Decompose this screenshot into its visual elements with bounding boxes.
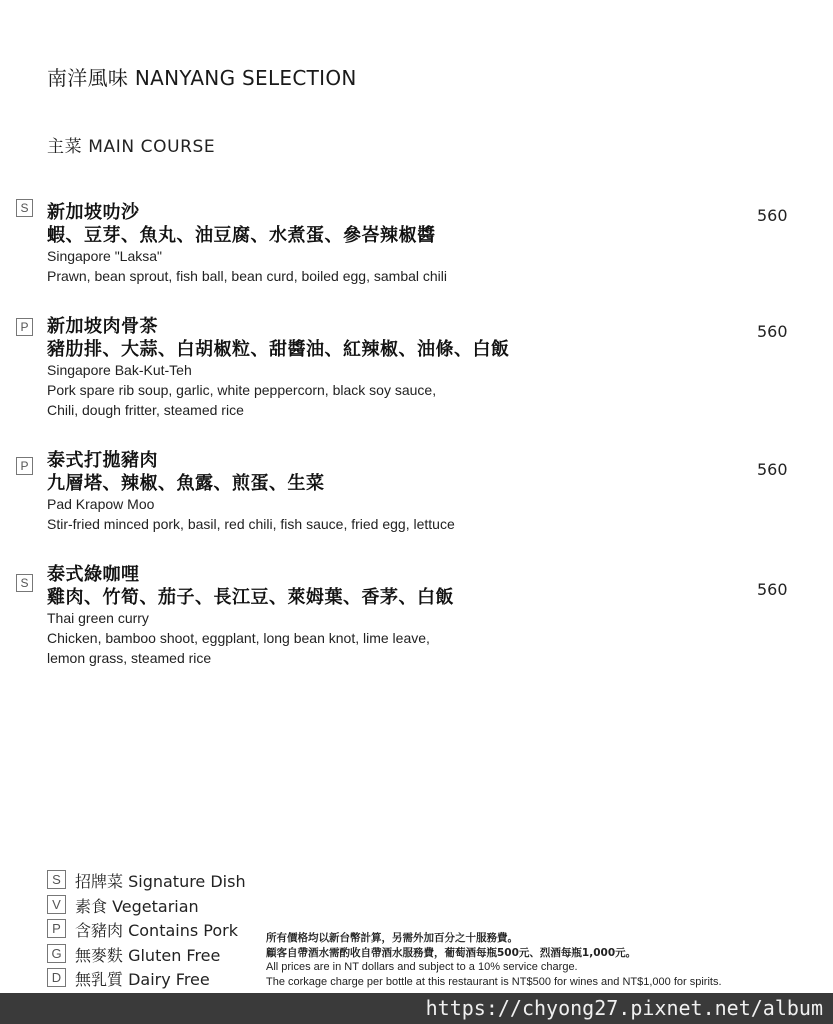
dish-ingredients-zh: 雞肉、竹筍、茄子、長江豆、萊姆葉、香茅、白飯 bbox=[47, 587, 454, 608]
legend-label: 無麥麩 Gluten Free bbox=[75, 945, 221, 965]
watermark-url: https://chyong27.pixnet.net/album bbox=[425, 996, 823, 1020]
dish-name-zh: 新加坡肉骨茶 bbox=[47, 316, 158, 337]
legend-label: 招牌菜 Signature Dish bbox=[75, 872, 246, 891]
corkage-note-en: The corkage charge per bottle at this restaurant is NT$500 for wines and NT$1,000 for spirits. bbox=[266, 975, 722, 988]
dish-name-zh: 新加坡叻沙 bbox=[47, 202, 140, 223]
service-charge-note-en: All prices are in NT dollars and subject to a 10% service charge. bbox=[266, 961, 578, 973]
legend-label: 素食 Vegetarian bbox=[75, 896, 199, 916]
dish-ingredients-zh: 蝦、豆芽、魚丸、油豆腐、水煮蛋、參峇辣椒醬 bbox=[47, 225, 436, 246]
signature-badge: S bbox=[16, 199, 33, 217]
course-title: 主菜 MAIN COURSE bbox=[47, 137, 216, 157]
section-title: 南洋風味 NANYANG SELECTION bbox=[47, 66, 357, 90]
dish-description-en: Chicken, bamboo shoot, eggplant, long bean knot, lime leave, bbox=[47, 630, 430, 646]
dish-name-en: Pad Krapow Moo bbox=[47, 496, 155, 512]
dish-description-en: Pork spare rib soup, garlic, white peppercorn, black soy sauce, bbox=[47, 382, 437, 398]
price-notes bbox=[266, 931, 722, 989]
dish-ingredients-zh: 九層塔、辣椒、魚露、煎蛋、生菜 bbox=[47, 473, 325, 494]
dish-description-en: Chili, dough fritter, steamed rice bbox=[47, 402, 244, 418]
legend-label: 含豬肉 Contains Pork bbox=[75, 921, 238, 940]
dish-name-en: Thai green curry bbox=[47, 610, 149, 626]
vegetarian-badge: V bbox=[47, 895, 66, 914]
service-charge-note-zh: 所有價格均以新台幣計算，另需外加百分之十服務費。 bbox=[266, 932, 518, 944]
dairy-free-badge: D bbox=[47, 968, 66, 987]
pork-badge: P bbox=[47, 919, 66, 938]
dish-name-zh: 泰式綠咖哩 bbox=[47, 564, 140, 585]
signature-badge: S bbox=[47, 870, 66, 889]
signature-badge: S bbox=[16, 574, 33, 592]
dish-description-en: Stir-fried minced pork, basil, red chili, fish sauce, fried egg, lettuce bbox=[47, 516, 455, 532]
dish-name-en: Singapore Bak-Kut-Teh bbox=[47, 362, 192, 378]
gluten-free-badge: G bbox=[47, 944, 66, 963]
dish-price: 560 bbox=[757, 580, 788, 599]
pork-badge: P bbox=[16, 318, 33, 336]
dish-price: 560 bbox=[757, 206, 788, 225]
dish-price: 560 bbox=[757, 322, 788, 341]
dish-description-en: Prawn, bean sprout, fish ball, bean curd, boiled egg, sambal chili bbox=[47, 268, 448, 284]
dish-description-en: lemon grass, steamed rice bbox=[47, 650, 212, 666]
dish-name-en: Singapore "Laksa" bbox=[47, 248, 163, 264]
dish-ingredients-zh: 豬肋排、大蒜、白胡椒粒、甜醬油、紅辣椒、油條、白飯 bbox=[47, 339, 510, 360]
watermark-bar bbox=[0, 993, 833, 1024]
dish-name-zh: 泰式打拋豬肉 bbox=[47, 450, 158, 471]
dish-price: 560 bbox=[757, 460, 788, 479]
corkage-note-zh: 顧客自帶酒水需酌收自帶酒水服務費，葡萄酒每瓶500元、烈酒每瓶1,000元。 bbox=[266, 946, 637, 959]
legend-label: 無乳質 Dairy Free bbox=[75, 970, 210, 989]
pork-badge: P bbox=[16, 457, 33, 475]
